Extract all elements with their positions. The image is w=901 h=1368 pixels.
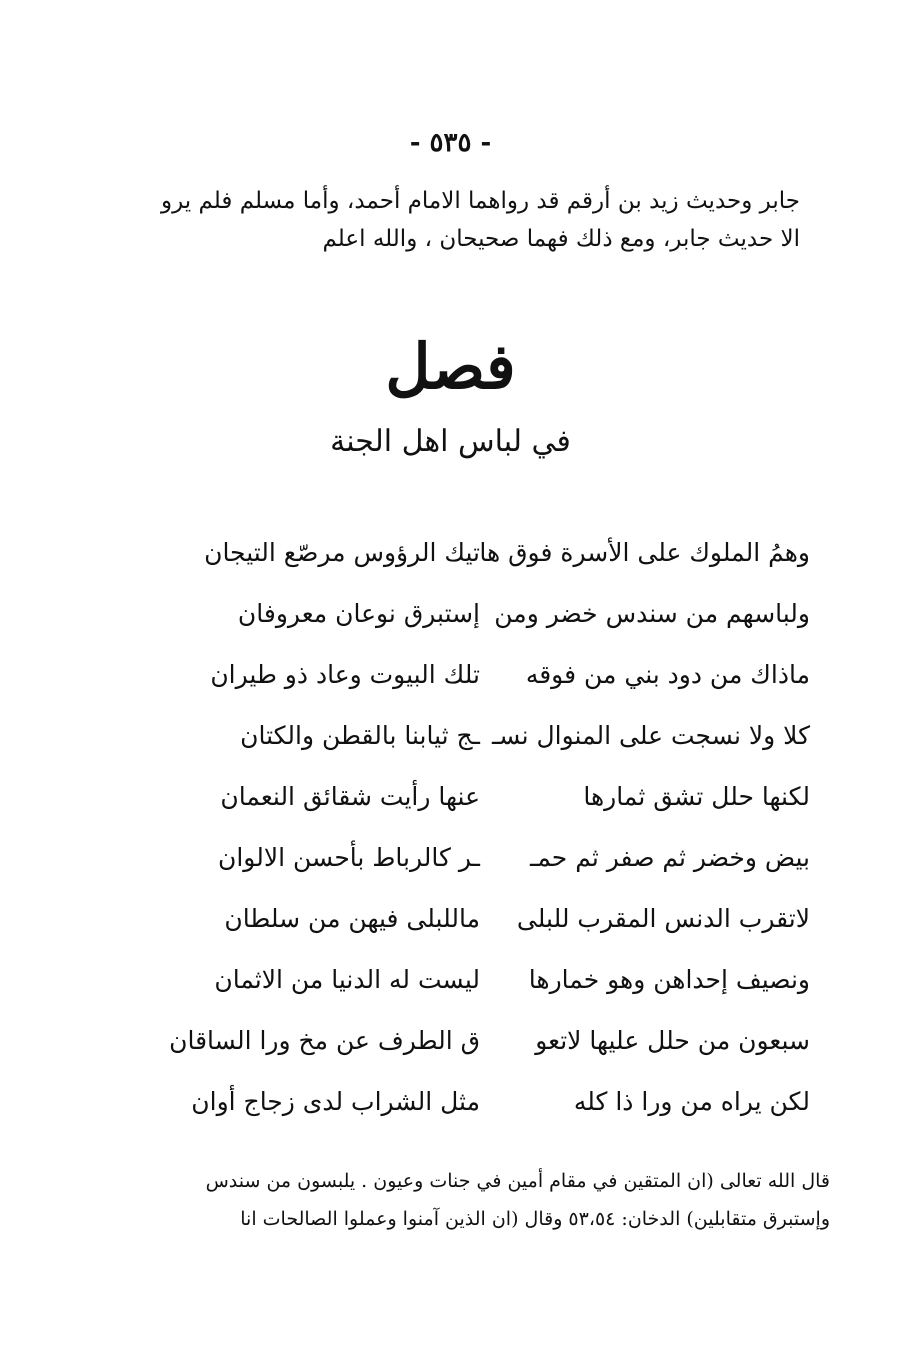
- verse-second-hemistich: ـر كالرباط بأحسن الالوان: [218, 843, 480, 872]
- intro-paragraph: [160, 182, 800, 258]
- chapter-title: فصل: [385, 330, 516, 403]
- poem-verse: [190, 1079, 810, 1140]
- verse-first-hemistich: ماذاك من دود بني من فوقه: [525, 660, 810, 689]
- verse-first-hemistich: لكنها حلل تشق ثمارها: [583, 782, 810, 811]
- verse-first-hemistich: سبعون من حلل عليها لاتعو: [535, 1026, 810, 1055]
- verse-second-hemistich: مثل الشراب لدى زجاج أوان: [191, 1087, 480, 1116]
- poem-verse: [190, 835, 810, 896]
- verse-first-hemistich: لاتقرب الدنس المقرب للبلى: [516, 904, 810, 933]
- verse-first-hemistich: ونصيف إحداهن وهو خمارها: [528, 965, 810, 994]
- poem-verse: [190, 957, 810, 1018]
- verse-second-hemistich: تلك البيوت وعاد ذو طيران: [210, 660, 480, 689]
- poem-verse: [190, 530, 810, 591]
- poem-verse: [169, 1018, 810, 1079]
- verse-first-hemistich: ولباسهم من سندس خضر ومن: [494, 599, 810, 628]
- intro-line: الا حديث جابر، ومع ذلك فهما صحيحان ، والله اعلم: [322, 226, 800, 252]
- poem-verse: [190, 591, 810, 652]
- poem: [169, 530, 810, 1140]
- verse-second-hemistich: ق الطرف عن مخ ورا الساقان: [169, 1026, 480, 1055]
- verse-first-hemistich: كلا ولا نسجت على المنوال نسـ: [491, 721, 810, 750]
- page-number: - ٥٣٥ -: [409, 128, 492, 158]
- footnote: [200, 1162, 830, 1238]
- verse-second-hemistich: ماللبلى فيهن من سلطان: [224, 904, 480, 933]
- verse-second-hemistich: عنها رأيت شقائق النعمان: [220, 782, 480, 811]
- poem-verse: [190, 713, 810, 774]
- poem-verse: [190, 774, 810, 835]
- verse-second-hemistich: تيك الرؤوس مرصّع التيجان: [204, 538, 480, 567]
- footnote-line: وإستبرق متقابلين) الدخان: ٥٣،٥٤ وقال (ان الذين آمنوا وعملوا الصالحات انا: [240, 1208, 830, 1230]
- footnote-line: قال الله تعالى (ان المتقين في مقام أمين في جنات وعيون . يلبسون من سندس: [205, 1170, 830, 1192]
- verse-first-hemistich: بيض وخضر ثم صفر ثم حمـ: [530, 843, 810, 872]
- poem-verse: [190, 896, 810, 957]
- verse-first-hemistich: وهمُ الملوك على الأسرة فوق ها: [479, 538, 810, 567]
- verse-second-hemistich: ـج ثيابنا بالقطن والكتان: [240, 721, 480, 750]
- chapter-subtitle: في لباس اهل الجنة: [330, 424, 571, 459]
- verse-second-hemistich: إستبرق نوعان معروفان: [237, 599, 480, 628]
- intro-line: جابر وحديث زيد بن أرقم قد رواهما الامام أحمد، وأما مسلم فلم يرو: [160, 188, 800, 214]
- verse-second-hemistich: ليست له الدنيا من الاثمان: [214, 965, 480, 994]
- poem-verse: [190, 652, 810, 713]
- verse-first-hemistich: لكن يراه من ورا ذا كله: [573, 1087, 810, 1116]
